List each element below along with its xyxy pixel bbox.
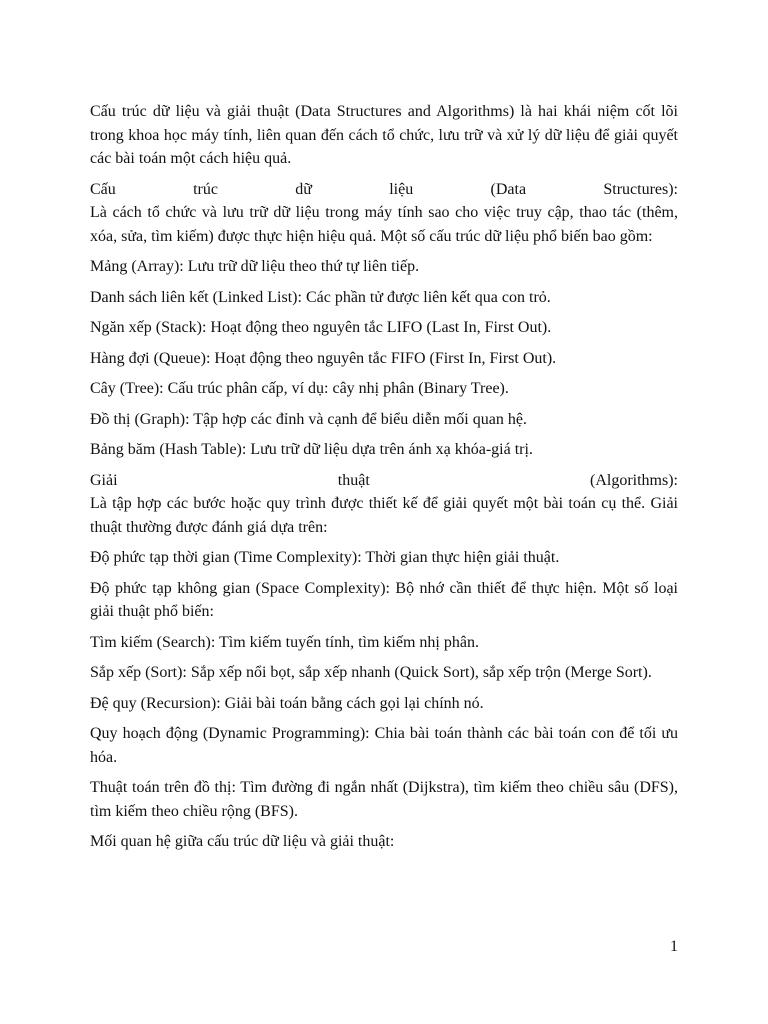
algorithms-section — [90, 469, 678, 540]
list-item-hash-table: Bảng băm (Hash Table): Lưu trữ dữ liệu dựa trên ánh xạ khóa-giá trị. — [90, 441, 533, 458]
list-item-search: Tìm kiếm (Search): Tìm kiếm tuyến tính, tìm kiếm nhị phân. — [90, 633, 479, 651]
page-number: 1 — [670, 938, 678, 955]
intro-paragraph: Cấu trúc dữ liệu và giải thuật (Data Structures and Algorithms) là hai khái niệm cốt lõi trong khoa học máy tính, liên quan đến cách tổ chức, lưu trữ và xử lý dữ liệu để giải quyết các bài toán một cách hiệu quả. — [90, 103, 678, 167]
list-item-tree: Cây (Tree): Cấu trúc phân cấp, ví dụ: cây nhị phân (Binary Tree). — [90, 380, 509, 397]
algorithms-heading: Giải thuật (Algorithms): — [90, 471, 678, 489]
list-item-sort: Sắp xếp (Sort): Sắp xếp nổi bọt, sắp xếp nhanh (Quick Sort), sắp xếp trộn (Merge Sort). — [90, 664, 652, 681]
data-structures-heading: Cấu trúc dữ liệu (Data Structures): — [90, 180, 678, 198]
list-item-array: Mảng (Array): Lưu trữ dữ liệu theo thứ tự liên tiếp. — [90, 258, 420, 275]
list-item-stack: Ngăn xếp (Stack): Hoạt động theo nguyên tắc LIFO (Last In, First Out). — [90, 319, 552, 336]
data-structures-description: Là cách tổ chức và lưu trữ dữ liệu trong máy tính sao cho việc truy cập, thao tác (thêm, xóa, sửa, tìm kiếm) được thực hiện hiệu quả. Một số cấu trúc dữ liệu phổ biến bao gồm: — [90, 204, 678, 245]
list-item-graph: Đồ thị (Graph): Tập hợp các đỉnh và cạnh để biểu diễn mối quan hệ. — [90, 410, 527, 428]
list-item-recursion: Đệ quy (Recursion): Giải bài toán bằng cách gọi lại chính nó. — [90, 694, 484, 712]
relationship-paragraph: Mối quan hệ giữa cấu trúc dữ liệu và giải thuật: — [90, 833, 395, 850]
list-item-graph-algorithms: Thuật toán trên đồ thị: Tìm đường đi ngắn nhất (Dijkstra), tìm kiếm theo chiều sâu (DFS), tìm kiếm theo chiều rộng (BFS). — [90, 779, 678, 820]
document-body — [90, 100, 678, 861]
data-structures-section — [90, 178, 678, 249]
list-item-dynamic-programming: Quy hoạch động (Dynamic Programming): Chia bài toán thành các bài toán con để tối ưu hóa. — [90, 725, 678, 766]
list-item-space-complexity: Độ phức tạp không gian (Space Complexity): Bộ nhớ cần thiết để thực hiện. Một số loại giải thuật phổ biến: — [90, 579, 678, 620]
list-item-time-complexity: Độ phức tạp thời gian (Time Complexity): Thời gian thực hiện giải thuật. — [90, 549, 560, 566]
algorithms-description: Là tập hợp các bước hoặc quy trình được thiết kế để giải quyết một bài toán cụ thể. Giải thuật thường được đánh giá dựa trên: — [90, 495, 678, 536]
list-item-queue: Hàng đợi (Queue): Hoạt động theo nguyên tắc FIFO (First In, First Out). — [90, 349, 557, 367]
list-item-linked-list: Danh sách liên kết (Linked List): Các phần tử được liên kết qua con trỏ. — [90, 288, 551, 306]
